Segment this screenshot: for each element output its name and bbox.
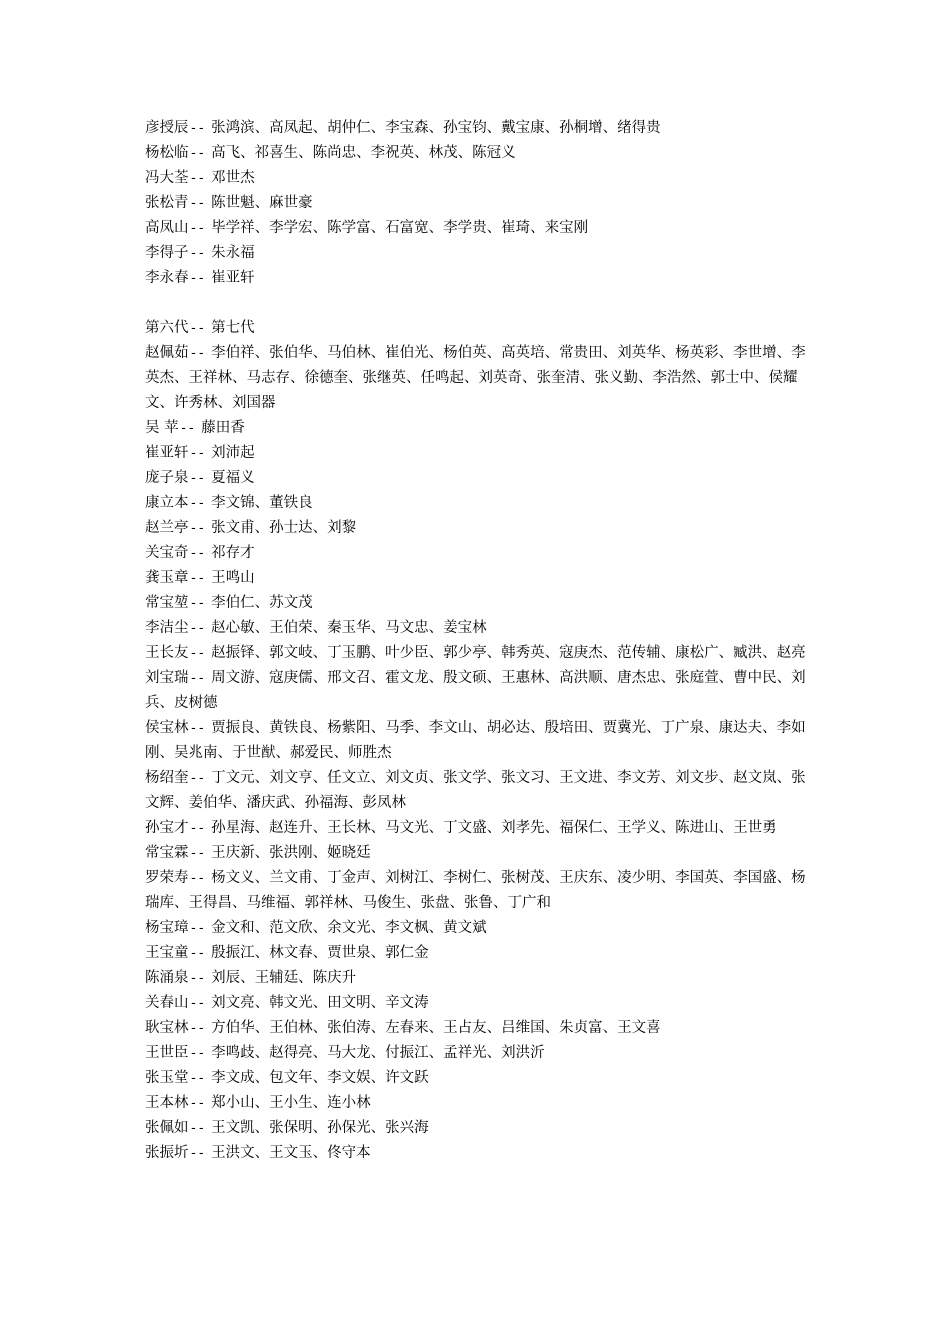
lineage-block-2 <box>145 316 810 1166</box>
teacher-name: 高凤山 <box>145 220 189 236</box>
separator: -- <box>189 971 206 986</box>
teacher-name: 张振圻 <box>145 1145 189 1161</box>
lineage-line <box>145 441 810 466</box>
generation-header <box>145 316 810 341</box>
separator: -- <box>189 1146 206 1161</box>
student-list: 刘辰、王辅廷、陈庆升 <box>211 970 357 986</box>
separator: -- <box>189 321 206 336</box>
lineage-line <box>145 1116 810 1141</box>
student-list: 殷振江、林文春、贾世泉、郭仁金 <box>211 945 429 961</box>
lineage-line <box>145 966 810 991</box>
teacher-name: 关春山 <box>145 995 189 1011</box>
lineage-line <box>145 491 810 516</box>
paragraph-gap <box>145 291 810 316</box>
student-list: 金文和、范文欣、余文光、李文枫、黄文斌 <box>211 920 487 936</box>
student-list: 郑小山、王小生、连小林 <box>211 1095 371 1111</box>
teacher-name: 陈涌泉 <box>145 970 189 986</box>
lineage-line <box>145 416 810 441</box>
lineage-line <box>145 591 810 616</box>
generation-seven-label: 第七代 <box>211 320 255 336</box>
lineage-line <box>145 716 810 766</box>
separator: -- <box>189 471 206 486</box>
teacher-name: 耿宝林 <box>145 1020 189 1036</box>
lineage-line <box>145 1066 810 1091</box>
student-list: 李文锦、董铁良 <box>211 495 313 511</box>
lineage-line <box>145 116 810 141</box>
lineage-line <box>145 191 810 216</box>
teacher-name: 冯大荃 <box>145 170 189 186</box>
separator: -- <box>189 671 206 686</box>
teacher-name: 李永春 <box>145 270 189 286</box>
separator: -- <box>189 871 206 886</box>
student-list: 赵振铎、郭文岐、丁玉鹏、叶少臣、郭少亭、韩秀英、寇庚杰、范传辅、康松广、臧洪、赵亮 <box>211 645 806 661</box>
lineage-line <box>145 566 810 591</box>
lineage-line <box>145 266 810 291</box>
separator: -- <box>189 621 206 636</box>
student-list: 李伯祥、张伯华、马伯林、崔伯光、杨伯英、高英培、常贵田、刘英华、杨英彩、李世增、李英杰、王祥林、马志存、徐德奎、张继英、任鸣起、刘英奇、张奎清、张义勤、李浩然、郭士中、侯耀文、许秀林、刘国器 <box>145 345 806 411</box>
teacher-name: 彦授辰 <box>145 120 189 136</box>
separator: -- <box>189 846 206 861</box>
separator: -- <box>189 1121 206 1136</box>
lineage-line <box>145 1091 810 1116</box>
teacher-name: 杨宝璋 <box>145 920 189 936</box>
separator: -- <box>189 596 206 611</box>
student-list: 贾振良、黄铁良、杨紫阳、马季、李文山、胡必达、殷培田、贾冀光、丁广泉、康达夫、李如刚、吴兆南、于世猷、郝爱民、师胜杰 <box>145 720 806 761</box>
teacher-name: 侯宝林 <box>145 720 189 736</box>
teacher-name: 吴 苹 <box>145 420 179 436</box>
student-list: 毕学祥、李学宏、陈学富、石富宽、李学贵、崔琦、来宝刚 <box>211 220 589 236</box>
generation-six-label: 第六代 <box>145 320 189 336</box>
lineage-line <box>145 666 810 716</box>
separator: -- <box>189 496 206 511</box>
lineage-line <box>145 516 810 541</box>
student-list: 李伯仁、苏文茂 <box>211 595 313 611</box>
separator: -- <box>189 996 206 1011</box>
separator: -- <box>189 821 206 836</box>
teacher-name: 张松青 <box>145 195 189 211</box>
student-list: 李鸣歧、赵得亮、马大龙、付振江、孟祥光、刘洪沂 <box>211 1045 545 1061</box>
lineage-line <box>145 241 810 266</box>
separator: -- <box>189 946 206 961</box>
separator: -- <box>189 446 206 461</box>
student-list: 朱永福 <box>211 245 255 261</box>
lineage-block-1 <box>145 116 810 291</box>
separator: -- <box>189 521 206 536</box>
lineage-line <box>145 641 810 666</box>
teacher-name: 关宝奇 <box>145 545 189 561</box>
teacher-name: 王本林 <box>145 1095 189 1111</box>
teacher-name: 王世臣 <box>145 1045 189 1061</box>
lineage-line <box>145 841 810 866</box>
separator: -- <box>189 171 206 186</box>
teacher-name: 赵兰亭 <box>145 520 189 536</box>
student-list: 周文游、寇庚儒、邢文召、霍文龙、殷文硕、王惠林、高洪顺、唐杰忠、张庭萱、曹中民、刘兵、皮树德 <box>145 670 806 711</box>
lineage-line <box>145 766 810 816</box>
student-list: 夏福义 <box>211 470 255 486</box>
separator: -- <box>189 771 206 786</box>
student-list: 陈世魁、麻世豪 <box>211 195 313 211</box>
lineage-line <box>145 466 810 491</box>
teacher-name: 王宝童 <box>145 945 189 961</box>
student-list: 刘文亮、韩文光、田文明、辛文涛 <box>211 995 429 1011</box>
separator: -- <box>189 1021 206 1036</box>
lineage-line <box>145 916 810 941</box>
student-list: 藤田香 <box>201 420 245 436</box>
student-list: 王文凯、张保明、孙保光、张兴海 <box>211 1120 429 1136</box>
lineage-document <box>145 116 810 1166</box>
lineage-line <box>145 866 810 916</box>
teacher-name: 赵佩茹 <box>145 345 189 361</box>
student-list: 崔亚轩 <box>211 270 255 286</box>
teacher-name: 罗荣寿 <box>145 870 189 886</box>
student-list: 张文甫、孙士达、刘黎 <box>211 520 357 536</box>
student-list: 杨文义、兰文甫、丁金声、刘树江、李树仁、张树茂、王庆东、凌少明、李国英、李国盛、杨瑞库、王得昌、马维福、郭祥林、马俊生、张盘、张鲁、丁广和 <box>145 870 806 911</box>
teacher-name: 庞子泉 <box>145 470 189 486</box>
teacher-name: 常宝霖 <box>145 845 189 861</box>
lineage-line <box>145 1041 810 1066</box>
teacher-name: 王长友 <box>145 645 189 661</box>
student-list: 李文成、包文年、李文娱、许文跃 <box>211 1070 429 1086</box>
student-list: 王洪文、王文玉、佟守本 <box>211 1145 371 1161</box>
student-list: 高飞、祁喜生、陈尚忠、李祝英、林茂、陈冠义 <box>211 145 516 161</box>
lineage-line <box>145 166 810 191</box>
separator: -- <box>189 221 206 236</box>
lineage-line <box>145 941 810 966</box>
separator: -- <box>189 546 206 561</box>
lineage-line <box>145 541 810 566</box>
teacher-name: 杨绍奎 <box>145 770 189 786</box>
teacher-name: 张玉堂 <box>145 1070 189 1086</box>
separator: -- <box>189 1046 206 1061</box>
separator: -- <box>189 1096 206 1111</box>
student-list: 祁存才 <box>211 545 255 561</box>
teacher-name: 崔亚轩 <box>145 445 189 461</box>
separator: -- <box>189 646 206 661</box>
teacher-name: 孙宝才 <box>145 820 189 836</box>
student-list: 张鸿滨、高凤起、胡仲仁、李宝森、孙宝钧、戴宝康、孙桐增、绪得贵 <box>211 120 661 136</box>
separator: -- <box>189 921 206 936</box>
student-list: 孙星海、赵连升、王长林、马文光、丁文盛、刘孝先、福保仁、王学义、陈进山、王世勇 <box>211 820 777 836</box>
teacher-name: 李洁尘 <box>145 620 189 636</box>
lineage-line <box>145 816 810 841</box>
teacher-name: 刘宝瑞 <box>145 670 189 686</box>
lineage-line <box>145 341 810 416</box>
separator: -- <box>189 246 206 261</box>
lineage-line <box>145 1016 810 1041</box>
separator: -- <box>189 721 206 736</box>
separator: -- <box>189 571 206 586</box>
separator: -- <box>189 346 206 361</box>
lineage-line <box>145 1141 810 1166</box>
student-list: 方伯华、王伯林、张伯涛、左春来、王占友、吕维国、朱贞富、王文喜 <box>211 1020 661 1036</box>
separator: -- <box>189 271 206 286</box>
lineage-line <box>145 216 810 241</box>
teacher-name: 常宝堃 <box>145 595 189 611</box>
separator: -- <box>189 121 206 136</box>
lineage-line <box>145 141 810 166</box>
student-list: 王庆新、张洪刚、姬晓廷 <box>211 845 371 861</box>
lineage-line <box>145 991 810 1016</box>
separator: -- <box>189 1071 206 1086</box>
student-list: 邓世杰 <box>211 170 255 186</box>
teacher-name: 康立本 <box>145 495 189 511</box>
separator: -- <box>189 196 206 211</box>
separator: -- <box>179 421 196 436</box>
teacher-name: 张佩如 <box>145 1120 189 1136</box>
student-list: 赵心敏、王伯荣、秦玉华、马文忠、姜宝林 <box>211 620 487 636</box>
lineage-line <box>145 616 810 641</box>
student-list: 丁文元、刘文亨、任文立、刘文贞、张文学、张文习、王文进、李文芳、刘文步、赵文岚、张文辉、姜伯华、潘庆武、孙福海、彭凤林 <box>145 770 806 811</box>
separator: -- <box>189 146 206 161</box>
teacher-name: 杨松临 <box>145 145 189 161</box>
teacher-name: 龚玉章 <box>145 570 189 586</box>
teacher-name: 李得子 <box>145 245 189 261</box>
student-list: 刘沛起 <box>211 445 255 461</box>
student-list: 王鸣山 <box>211 570 255 586</box>
